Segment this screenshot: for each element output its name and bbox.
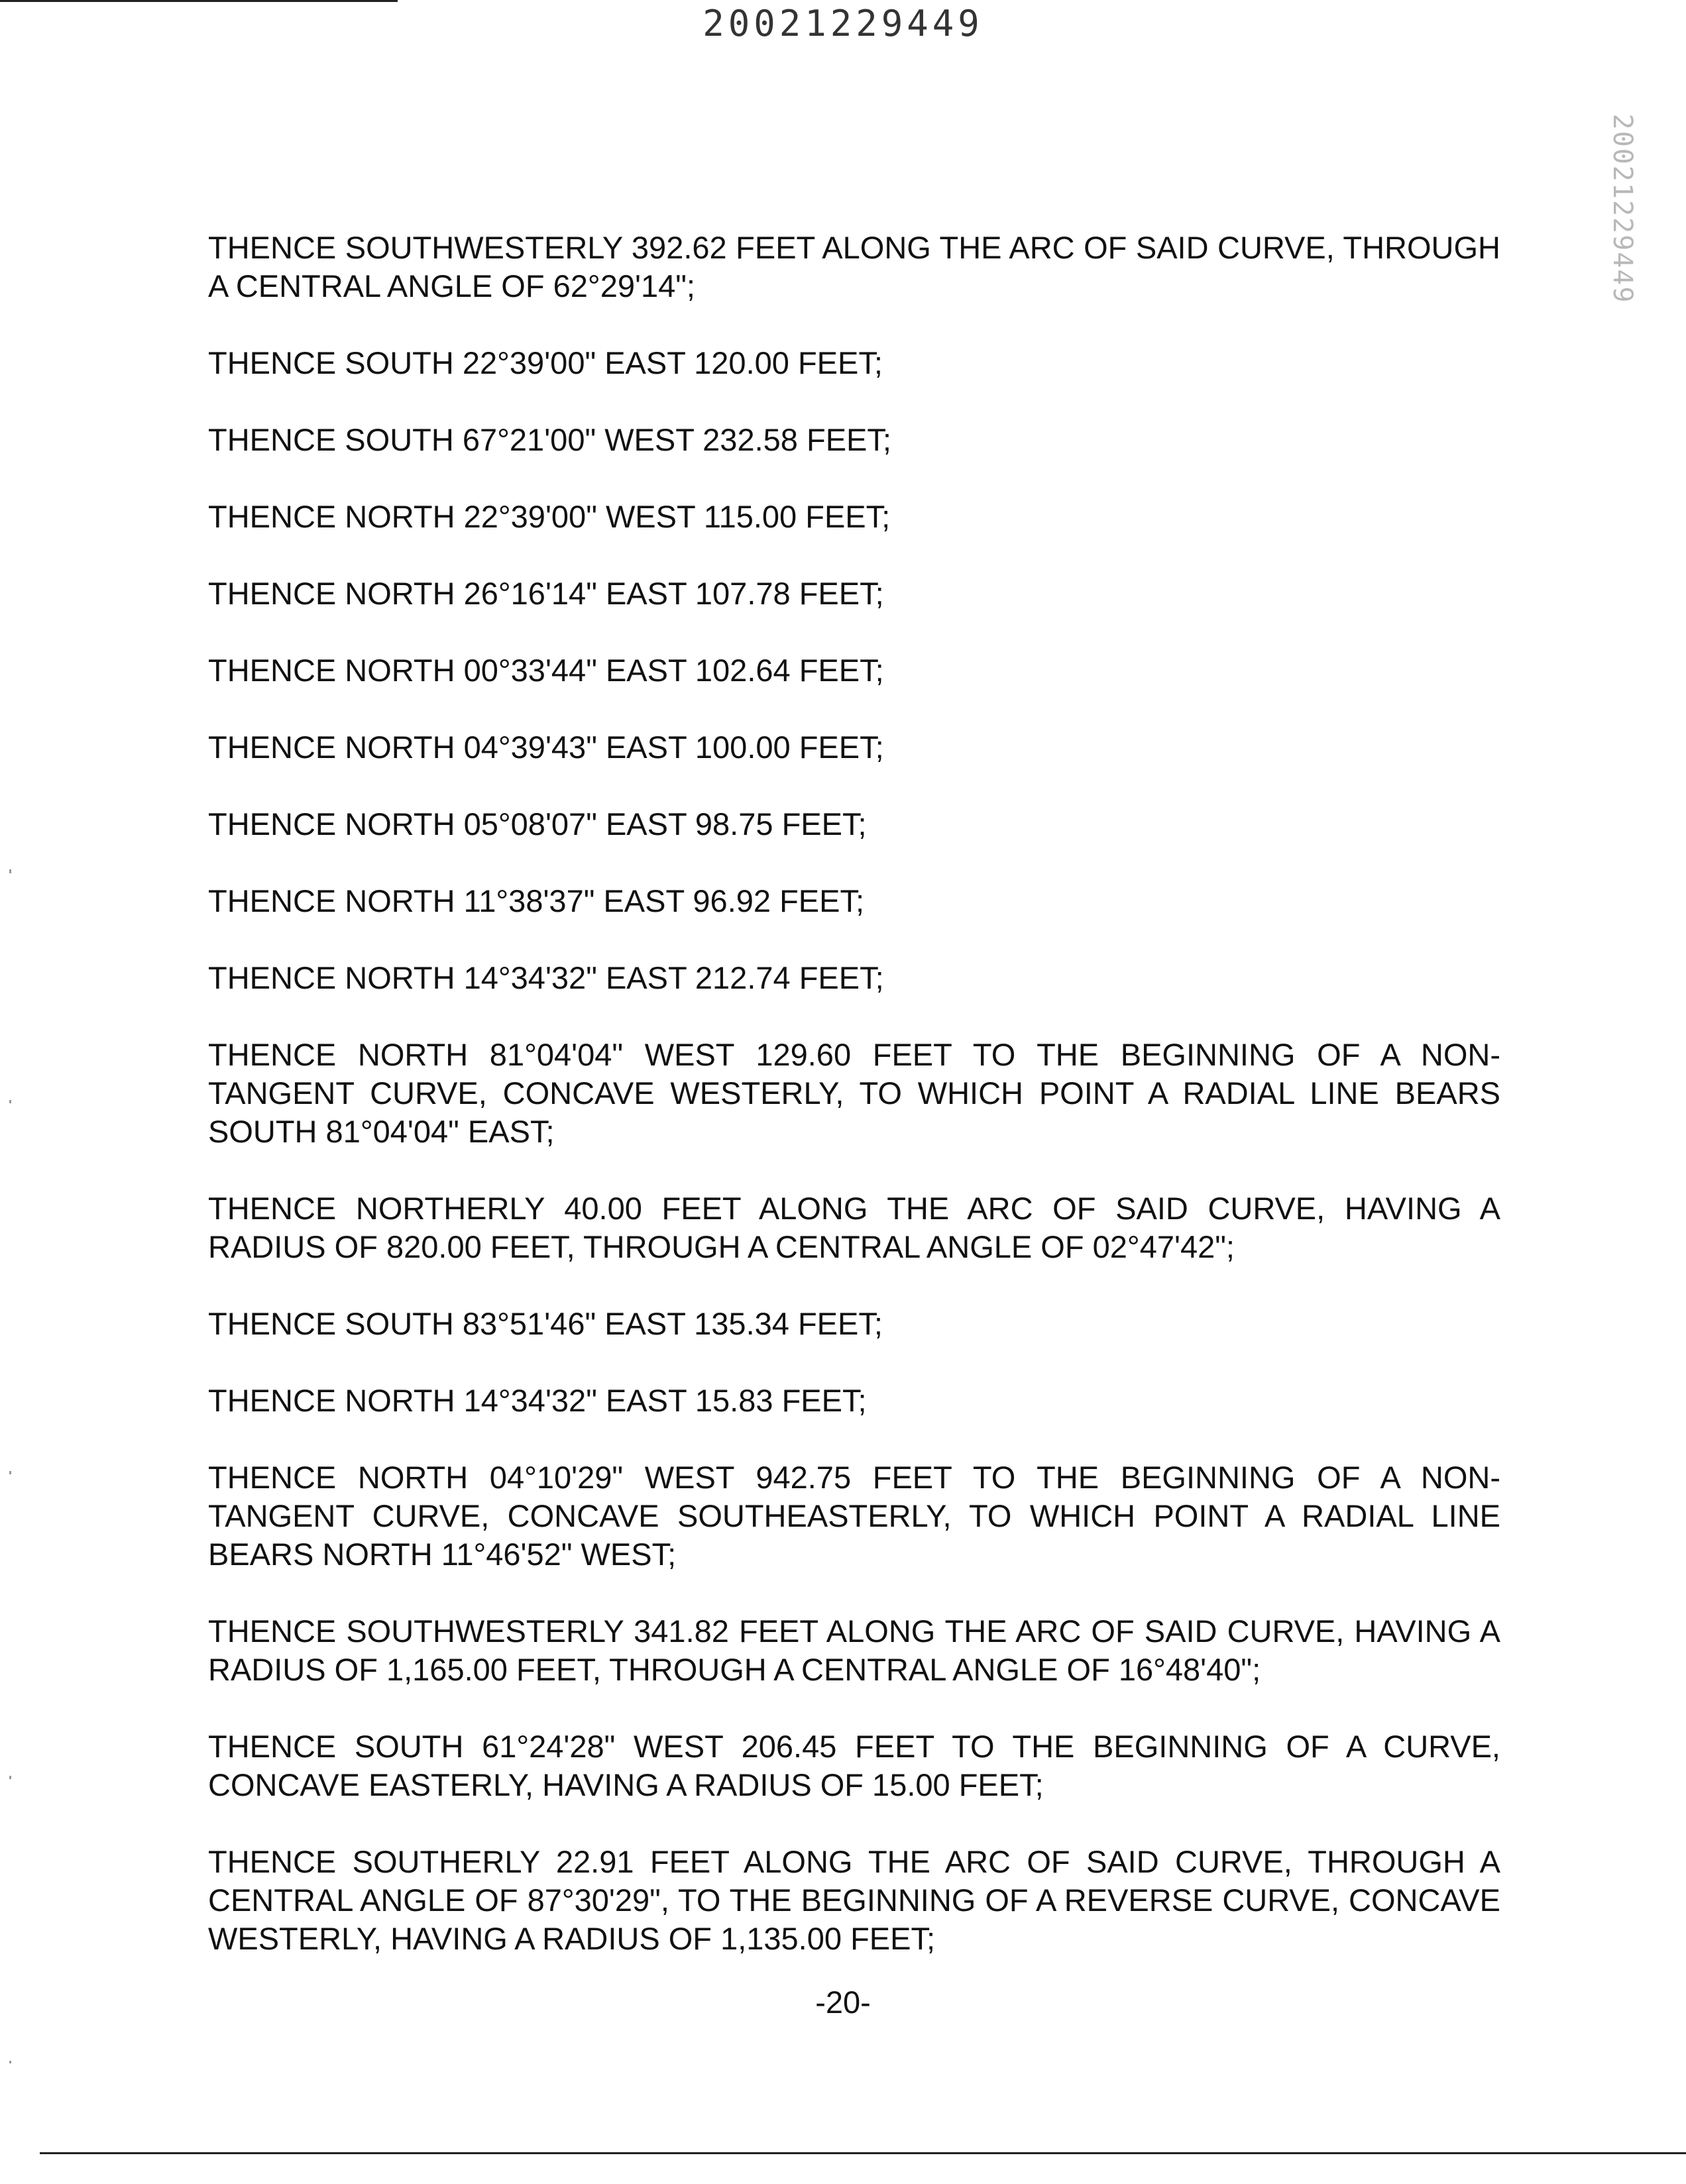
paragraph: THENCE SOUTH 83°51'46" EAST 135.34 FEET; (208, 1306, 883, 1341)
side-stamp (1602, 103, 1642, 315)
paragraph: THENCE NORTH 14°34'32" EAST 212.74 FEET; (208, 960, 884, 995)
paragraph: THENCE NORTH 26°16'14" EAST 107.78 FEET; (208, 576, 884, 611)
paragraph: THENCE NORTH 00°33'44" EAST 102.64 FEET; (208, 653, 884, 688)
paragraph: THENCE SOUTH 67°21'00" WEST 232.58 FEET; (208, 422, 891, 457)
paragraph: THENCE NORTH 81°04'04" WEST 129.60 FEET TO THE BEGINNING OF A NON-TANGENT CURVE, CONCAVE WESTERLY, TO WHICH POINT A RADIAL LINE BEARS SOUTH 81°04'04" EAST; (208, 1037, 1500, 1149)
page-number: -20- (815, 1985, 871, 2020)
scan-speck (9, 1776, 11, 1779)
paragraph: THENCE NORTH 22°39'00" WEST 115.00 FEET; (208, 499, 891, 534)
bottom-rule (40, 2152, 1686, 2154)
paragraph: THENCE NORTH 05°08'07" EAST 98.75 FEET; (208, 806, 867, 842)
scan-speck (9, 2061, 11, 2063)
paragraph: THENCE NORTH 04°39'43" EAST 100.00 FEET; (208, 730, 884, 765)
paragraph: THENCE SOUTH 22°39'00" EAST 120.00 FEET; (208, 345, 883, 380)
paragraph: THENCE NORTH 14°34'32" EAST 15.83 FEET; (208, 1383, 867, 1418)
paragraph: THENCE SOUTHWESTERLY 392.62 FEET ALONG THE ARC OF SAID CURVE, THROUGH A CENTRAL ANGLE OF 62°29'14"; (208, 230, 1500, 303)
side-stamp-text: 20021229449 (1607, 113, 1638, 304)
paragraph: THENCE NORTH 11°38'37" EAST 96.92 FEET; (208, 883, 865, 918)
scan-speck (9, 869, 11, 873)
document-number: 20021229449 (702, 3, 984, 44)
scan-speck (9, 1100, 11, 1103)
paragraph: THENCE SOUTH 61°24'28" WEST 206.45 FEET TO THE BEGINNING OF A CURVE, CONCAVE EASTERLY, HAVING A RADIUS OF 15.00 FEET; (208, 1729, 1500, 1802)
legal-description-body (208, 229, 1500, 1996)
paragraph: THENCE SOUTHERLY 22.91 FEET ALONG THE ARC OF SAID CURVE, THROUGH A CENTRAL ANGLE OF 87°30'29", TO THE BEGINNING OF A REVERSE CURVE, CONCAVE WESTERLY, HAVING A RADIUS OF 1,135.00 FEET; (208, 1844, 1500, 1956)
paragraph: THENCE NORTH 04°10'29" WEST 942.75 FEET TO THE BEGINNING OF A NON-TANGENT CURVE, CONCAVE SOUTHEASTERLY, TO WHICH POINT A RADIAL LINE BEARS NORTH 11°46'52" WEST; (208, 1460, 1500, 1572)
scan-speck (9, 1471, 11, 1474)
top-rule (0, 0, 398, 2)
paragraph: THENCE SOUTHWESTERLY 341.82 FEET ALONG THE ARC OF SAID CURVE, HAVING A RADIUS OF 1,165.00 FEET, THROUGH A CENTRAL ANGLE OF 16°48'40"; (208, 1613, 1500, 1687)
paragraph: THENCE NORTHERLY 40.00 FEET ALONG THE ARC OF SAID CURVE, HAVING A RADIUS OF 820.00 FEET, THROUGH A CENTRAL ANGLE OF 02°47'42"; (208, 1191, 1500, 1264)
